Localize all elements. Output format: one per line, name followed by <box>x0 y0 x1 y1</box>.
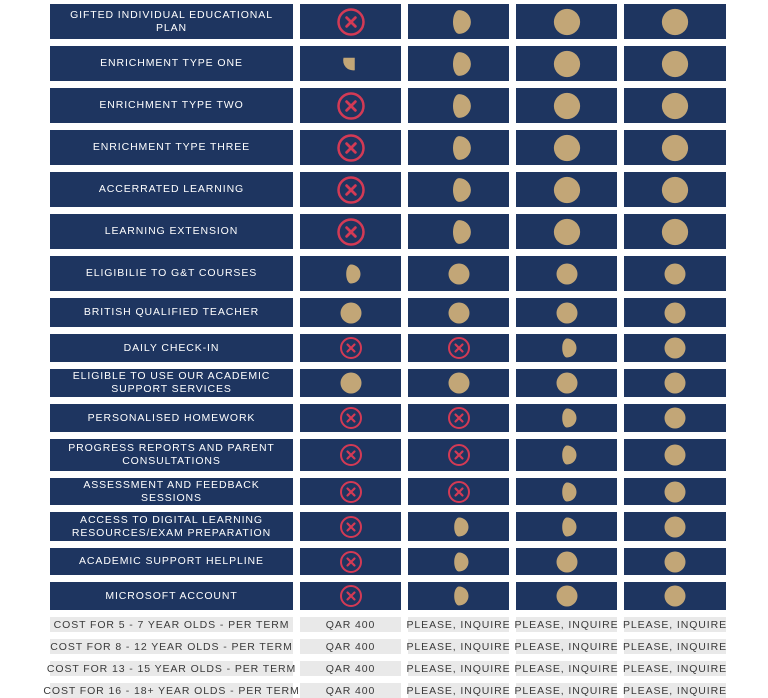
feature-label-text: ACADEMIC SUPPORT HELPLINE <box>79 555 264 567</box>
full-circle-icon <box>555 262 579 286</box>
feature-label-text: ASSESSMENT AND FEEDBACK SESSIONS <box>83 478 260 504</box>
x-icon <box>447 406 471 430</box>
half-moon-icon <box>444 91 474 121</box>
feature-label <box>50 214 293 249</box>
plan-mark-cell <box>300 439 401 471</box>
half-moon-icon <box>444 175 474 205</box>
cost-label-text: COST FOR 16 - 18+ YEAR OLDS - PER TERM <box>43 684 300 697</box>
feature-label <box>50 404 293 432</box>
cost-value <box>408 661 509 676</box>
cost-label <box>50 639 293 654</box>
plan-mark-cell <box>624 548 726 575</box>
cost-value-text: PLEASE, INQUIRE <box>406 640 511 653</box>
half-moon-icon <box>444 133 474 163</box>
cost-label <box>50 617 293 632</box>
feature-label <box>50 512 293 541</box>
full-circle-icon <box>552 133 582 163</box>
feature-label-text: ENRICHMENT TYPE ONE <box>100 57 243 69</box>
plan-mark-cell <box>624 172 726 207</box>
feature-label-text: PERSONALISED HOMEWORK <box>87 411 256 424</box>
feature-label <box>50 4 293 39</box>
plan-mark-cell <box>516 172 617 207</box>
half-moon-icon <box>447 550 471 574</box>
plan-mark-cell <box>516 582 617 610</box>
feature-label-text: BRITISH QUALIFIED TEACHER <box>83 306 260 318</box>
plan-mark-cell <box>300 404 401 432</box>
plan-mark-cell <box>300 369 401 397</box>
full-circle-icon <box>447 262 471 286</box>
plan-mark-cell <box>516 334 617 362</box>
plan-mark-cell <box>300 88 401 123</box>
cost-value-text: QAR 400 <box>325 618 376 631</box>
cost-value-text: QAR 400 <box>325 684 376 697</box>
cost-label-text: COST FOR 8 - 12 YEAR OLDS - PER TERM <box>50 640 293 653</box>
feature-label-text: ELIGIBLE TO USE OUR ACADEMIC SUPPORT SERVICES <box>72 370 271 395</box>
half-moon-icon <box>447 584 471 608</box>
half-moon-icon <box>444 217 474 247</box>
plan-mark-cell <box>408 478 509 505</box>
plan-mark-cell <box>408 512 509 541</box>
cost-value-text: PLEASE, INQUIRE <box>623 662 727 675</box>
cost-value-text: QAR 400 <box>325 640 376 653</box>
half-moon-icon <box>444 7 474 37</box>
plan-mark-cell <box>516 88 617 123</box>
plan-mark-cell <box>516 369 617 397</box>
full-circle-icon <box>555 584 579 608</box>
x-icon <box>447 443 471 467</box>
x-icon <box>336 133 366 163</box>
cost-value-text: PLEASE, INQUIRE <box>623 684 727 697</box>
full-circle-icon <box>663 371 687 395</box>
plan-mark-cell <box>624 369 726 397</box>
full-circle-icon <box>660 175 690 205</box>
x-icon <box>447 480 471 504</box>
cost-value <box>624 661 726 676</box>
full-circle-icon <box>663 480 687 504</box>
plan-mark-cell <box>300 334 401 362</box>
feature-label-text: ACCESS TO DIGITAL LEARNING RESOURCES/EXAM PREPARATION <box>71 513 272 539</box>
feature-label <box>50 548 293 575</box>
cost-label <box>43 683 300 698</box>
cost-value-text: PLEASE, INQUIRE <box>514 684 619 697</box>
plan-mark-cell <box>624 214 726 249</box>
cost-value-text: PLEASE, INQUIRE <box>514 640 619 653</box>
plan-mark-cell <box>300 582 401 610</box>
feature-label <box>50 88 293 123</box>
cost-value <box>408 617 509 632</box>
x-icon <box>339 443 363 467</box>
plan-mark-cell <box>624 404 726 432</box>
feature-label-text: ENRICHMENT TYPE TWO <box>99 99 244 111</box>
cost-value <box>408 683 509 698</box>
x-icon <box>336 91 366 121</box>
full-circle-icon <box>555 301 579 325</box>
cost-value-text: PLEASE, INQUIRE <box>514 662 619 675</box>
x-icon <box>339 515 363 539</box>
full-circle-icon <box>663 550 687 574</box>
plan-mark-cell <box>300 478 401 505</box>
full-circle-icon <box>447 301 471 325</box>
plan-mark-cell <box>516 256 617 291</box>
plan-mark-cell <box>408 172 509 207</box>
plan-mark-cell <box>300 298 401 327</box>
plan-mark-cell <box>516 130 617 165</box>
full-circle-icon <box>339 301 363 325</box>
plan-mark-cell <box>300 512 401 541</box>
cost-label <box>46 661 297 676</box>
plan-mark-cell <box>408 214 509 249</box>
plan-mark-cell <box>516 404 617 432</box>
full-circle-icon <box>660 217 690 247</box>
x-icon <box>336 175 366 205</box>
full-circle-icon <box>660 49 690 79</box>
cost-value <box>300 683 401 698</box>
plan-mark-cell <box>624 298 726 327</box>
plan-mark-cell <box>408 404 509 432</box>
plan-mark-cell <box>300 4 401 39</box>
x-icon <box>339 584 363 608</box>
full-circle-icon <box>555 371 579 395</box>
full-circle-icon <box>552 217 582 247</box>
cost-value <box>624 683 726 698</box>
cost-value <box>300 661 401 676</box>
full-circle-icon <box>663 515 687 539</box>
x-icon <box>339 336 363 360</box>
feature-label-text: DAILY CHECK-IN <box>123 341 220 354</box>
cost-value <box>300 639 401 654</box>
feature-label-text: ELIGIBILIE TO G&T COURSES <box>85 267 258 279</box>
full-circle-icon <box>447 371 471 395</box>
feature-label <box>50 478 293 505</box>
plan-mark-cell <box>516 298 617 327</box>
plan-mark-cell <box>408 4 509 39</box>
feature-label-text: ACCERRATED LEARNING <box>98 183 245 195</box>
full-circle-icon <box>663 262 687 286</box>
plan-mark-cell <box>624 4 726 39</box>
plan-mark-cell <box>516 512 617 541</box>
full-circle-icon <box>663 406 687 430</box>
feature-label <box>50 369 293 397</box>
full-circle-icon <box>660 133 690 163</box>
full-circle-icon <box>663 336 687 360</box>
feature-label-text: LEARNING EXTENSION <box>104 225 239 237</box>
cost-value <box>624 639 726 654</box>
half-moon-icon <box>555 443 579 467</box>
plan-mark-cell <box>624 130 726 165</box>
plan-mark-cell <box>516 46 617 81</box>
cost-value-text: PLEASE, INQUIRE <box>406 684 511 697</box>
cost-label-text: COST FOR 5 - 7 YEAR OLDS - PER TERM <box>53 618 290 631</box>
feature-label <box>50 130 293 165</box>
half-moon-icon <box>555 515 579 539</box>
full-circle-icon <box>552 7 582 37</box>
half-moon-icon <box>447 515 471 539</box>
full-circle-icon <box>663 301 687 325</box>
full-circle-icon <box>555 550 579 574</box>
half-moon-icon <box>444 49 474 79</box>
plan-mark-cell <box>408 298 509 327</box>
half-moon-icon <box>339 262 363 286</box>
cost-value <box>516 661 617 676</box>
plan-mark-cell <box>624 88 726 123</box>
full-circle-icon <box>660 91 690 121</box>
quarter-icon <box>336 49 366 79</box>
cost-value <box>516 639 617 654</box>
feature-label <box>50 46 293 81</box>
full-circle-icon <box>339 371 363 395</box>
feature-label <box>50 334 293 362</box>
cost-value <box>408 639 509 654</box>
half-moon-icon <box>555 480 579 504</box>
plan-mark-cell <box>516 439 617 471</box>
full-circle-icon <box>552 49 582 79</box>
cost-value <box>300 617 401 632</box>
feature-label-text: ENRICHMENT TYPE THREE <box>92 141 251 153</box>
x-icon <box>336 7 366 37</box>
plan-mark-cell <box>300 46 401 81</box>
feature-label <box>50 439 293 471</box>
full-circle-icon <box>552 175 582 205</box>
x-icon <box>339 480 363 504</box>
cost-value-text: PLEASE, INQUIRE <box>514 618 619 631</box>
plan-mark-cell <box>408 256 509 291</box>
cost-value-text: QAR 400 <box>325 662 376 675</box>
full-circle-icon <box>552 91 582 121</box>
cost-value <box>516 683 617 698</box>
plan-mark-cell <box>300 548 401 575</box>
plan-mark-cell <box>624 46 726 81</box>
plan-mark-cell <box>516 4 617 39</box>
plan-mark-cell <box>300 214 401 249</box>
cost-value-text: PLEASE, INQUIRE <box>406 618 511 631</box>
cost-value-text: PLEASE, INQUIRE <box>623 640 727 653</box>
feature-label <box>50 582 293 610</box>
cost-value-text: PLEASE, INQUIRE <box>406 662 511 675</box>
plan-mark-cell <box>516 548 617 575</box>
plan-mark-cell <box>408 130 509 165</box>
feature-label-text: MICROSOFT ACCOUNT <box>105 589 238 602</box>
plan-mark-cell <box>624 582 726 610</box>
half-moon-icon <box>555 406 579 430</box>
feature-label-text: PROGRESS REPORTS AND PARENT CONSULTATIONS <box>68 442 275 467</box>
plan-mark-cell <box>408 369 509 397</box>
plan-mark-cell <box>516 478 617 505</box>
feature-label <box>50 298 293 327</box>
feature-label <box>50 256 293 291</box>
x-icon <box>339 406 363 430</box>
plan-mark-cell <box>624 512 726 541</box>
plan-mark-cell <box>408 439 509 471</box>
plan-mark-cell <box>624 439 726 471</box>
plan-mark-cell <box>408 46 509 81</box>
cost-label-text: COST FOR 13 - 15 YEAR OLDS - PER TERM <box>46 662 297 675</box>
full-circle-icon <box>660 7 690 37</box>
full-circle-icon <box>663 584 687 608</box>
cost-value-text: PLEASE, INQUIRE <box>623 618 727 631</box>
full-circle-icon <box>663 443 687 467</box>
plan-mark-cell <box>624 478 726 505</box>
plan-mark-cell <box>408 88 509 123</box>
cost-value <box>516 617 617 632</box>
plan-mark-cell <box>624 334 726 362</box>
cost-value <box>624 617 726 632</box>
plan-mark-cell <box>300 256 401 291</box>
x-icon <box>339 550 363 574</box>
plan-mark-cell <box>408 548 509 575</box>
plan-mark-cell <box>624 256 726 291</box>
plan-mark-cell <box>300 172 401 207</box>
x-icon <box>336 217 366 247</box>
feature-label <box>50 172 293 207</box>
plan-mark-cell <box>408 582 509 610</box>
plan-mark-cell <box>516 214 617 249</box>
feature-label-text: GIFTED INDIVIDUAL EDUCATIONAL PLAN <box>70 8 273 34</box>
plan-mark-cell <box>408 334 509 362</box>
half-moon-icon <box>555 336 579 360</box>
plan-mark-cell <box>300 130 401 165</box>
x-icon <box>447 336 471 360</box>
